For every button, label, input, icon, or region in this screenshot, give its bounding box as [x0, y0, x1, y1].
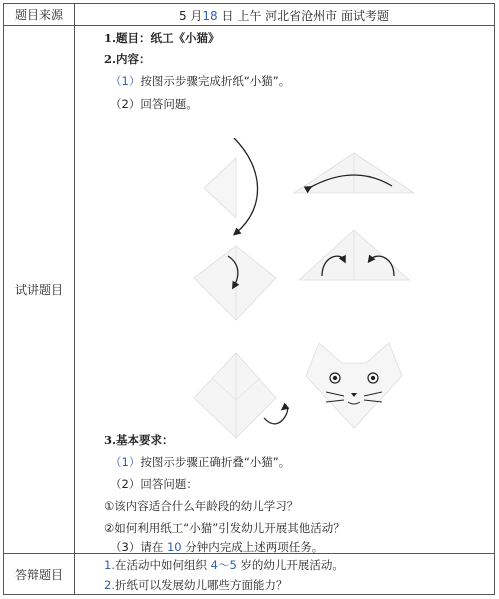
- defense-q2-num: 2.: [104, 578, 115, 592]
- requirement-item-2-text: 回答问题：: [140, 477, 198, 491]
- question-1: ①该内容适合什么年龄段的幼儿学习？: [104, 499, 299, 513]
- origami-steps-figure: [194, 138, 414, 440]
- time-requirement: [110, 539, 323, 555]
- content-item-2: [110, 96, 198, 112]
- step-6-cat-face: [306, 343, 402, 428]
- content-item-1: [110, 73, 290, 89]
- lecture-label: 试讲题目: [4, 26, 75, 553]
- defense-q1-range: 4～5: [210, 558, 237, 572]
- time-minutes: 10: [166, 540, 182, 554]
- exam-table: [3, 3, 495, 595]
- defense-cell: [74, 554, 494, 594]
- requirements-heading: [104, 432, 174, 448]
- step-2-triangle: [294, 153, 414, 193]
- defense-q1-num: 1.: [104, 558, 115, 572]
- lecture-row: [4, 26, 494, 554]
- content-item-1-num: （1）: [110, 74, 141, 88]
- topic-number: 1.: [104, 31, 117, 45]
- date-day: 18: [202, 9, 218, 23]
- step-4-ears-fold: [299, 230, 409, 280]
- topic-text: 题目：纸工《小猫》: [116, 31, 220, 45]
- requirement-item-1: [110, 454, 290, 470]
- defense-row: [4, 554, 494, 594]
- location: 河北省沧州市: [265, 9, 338, 23]
- requirements-number: 3.: [104, 433, 117, 447]
- requirement-item-2: [110, 476, 198, 492]
- defense-q1-pre: 在活动中如何组织: [114, 558, 207, 572]
- requirement-item-1-text: 按图示步骤正确折叠“小猫”。: [140, 455, 291, 469]
- topic-line: [104, 30, 220, 46]
- step-1-diamond: [204, 138, 258, 233]
- defense-question-2: [104, 577, 287, 593]
- content-number: 2.: [104, 52, 117, 66]
- defense-q1-post: 岁的幼儿开展活动。: [240, 558, 344, 572]
- source-cell: [74, 4, 494, 25]
- requirements-text: 基本要求：: [116, 433, 174, 447]
- date-suffix: 日 上午: [221, 9, 262, 23]
- lecture-cell: [74, 26, 494, 553]
- defense-question-1: [104, 557, 344, 573]
- defense-label: 答辩题目: [4, 554, 75, 594]
- content-item-2-text: 回答问题。: [140, 97, 198, 111]
- content-item-2-num: （2）: [110, 97, 141, 111]
- exam-type: 面试考题: [341, 9, 390, 23]
- defense-q2-text: 折纸可以发展幼儿哪些方面能力？: [114, 578, 288, 592]
- content-heading: [104, 51, 151, 67]
- time-num: （3）: [110, 540, 141, 554]
- time-pre: 请在: [140, 540, 164, 554]
- source-text: [74, 7, 494, 24]
- content-item-1-text: 按图示步骤完成折纸“小猫”。: [140, 74, 291, 88]
- requirement-item-2-num: （2）: [110, 477, 141, 491]
- time-post: 分钟内完成上述两项任务。: [185, 540, 324, 554]
- step-3-triangle-fold: [194, 246, 276, 320]
- header-row: [4, 4, 494, 26]
- step-5-ears-folded: [194, 353, 288, 438]
- requirement-item-1-num: （1）: [110, 455, 141, 469]
- date-prefix: 5 月: [178, 9, 203, 23]
- source-label: 题目来源: [4, 4, 75, 25]
- content-text: 内容：: [116, 52, 151, 66]
- question-2: ②如何利用纸工“小猫”引发幼儿开展其他活动？: [104, 521, 345, 535]
